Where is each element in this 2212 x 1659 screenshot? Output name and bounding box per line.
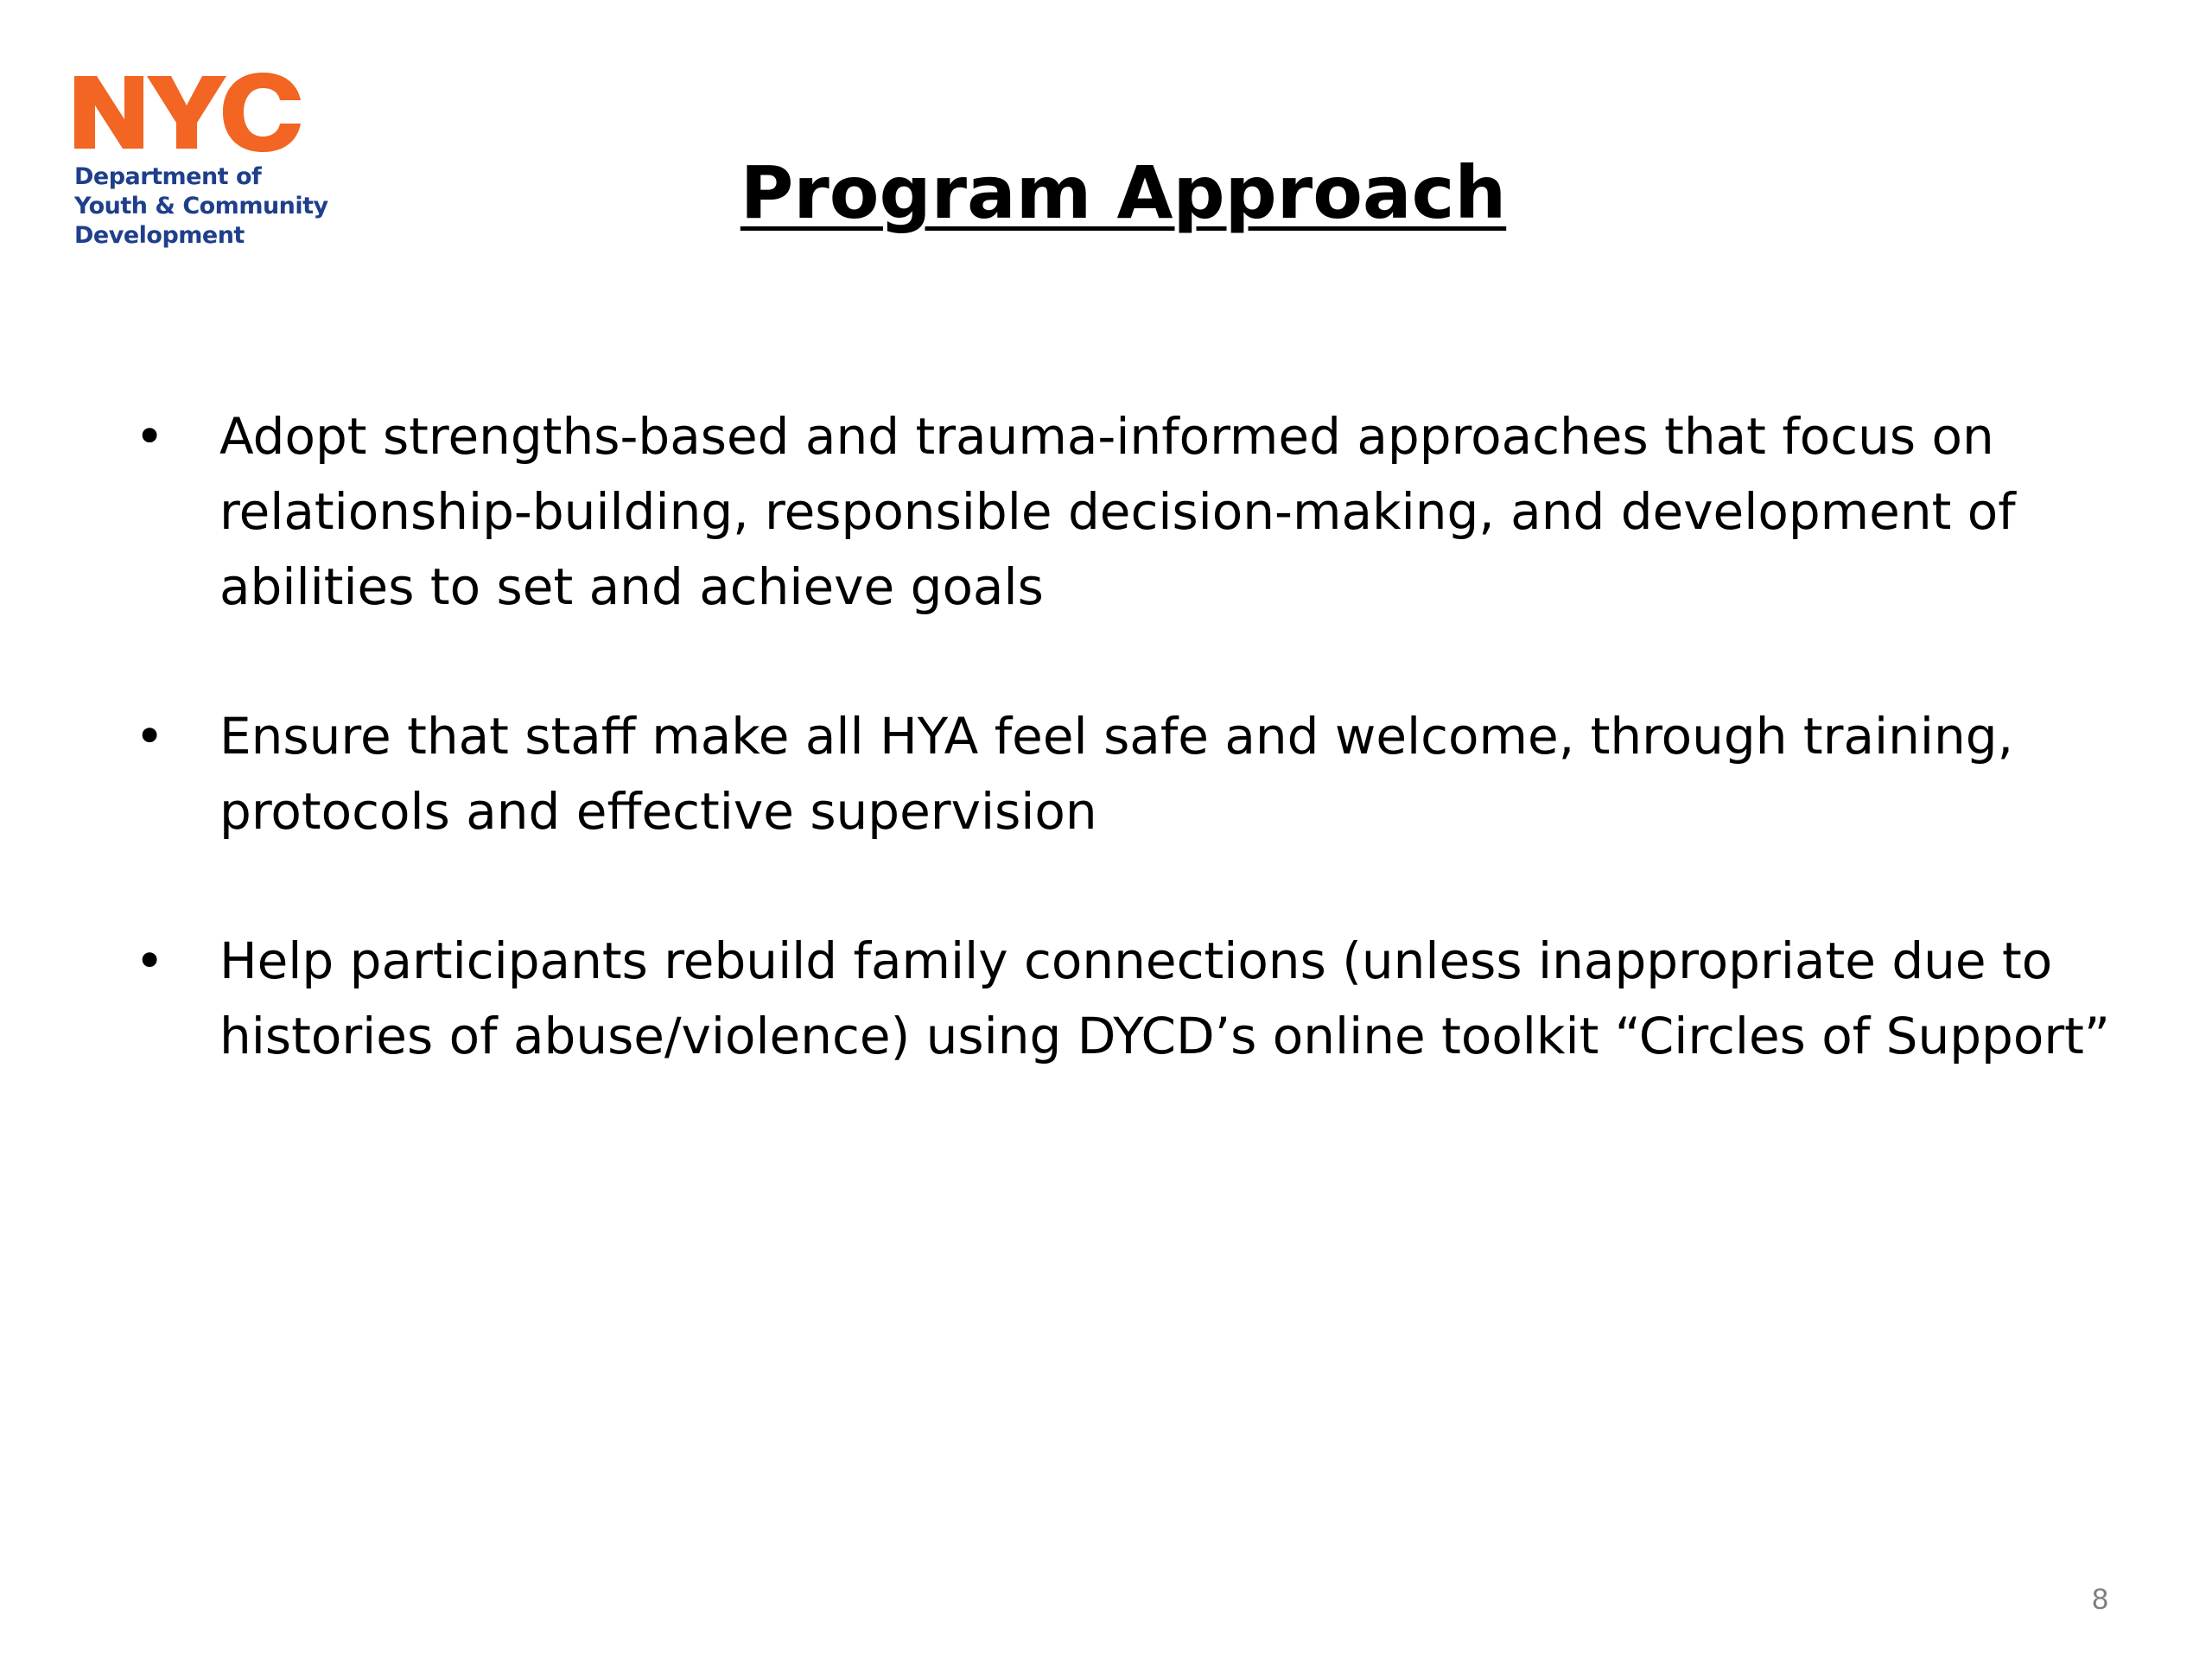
nyc-wordmark-logo [74, 69, 302, 156]
bullet-item [130, 699, 2117, 849]
bullet-item [130, 924, 2117, 1074]
slide-title-text: Program Approach [740, 150, 1507, 235]
logo-line: Development [74, 222, 245, 249]
logo-line: Department of [74, 163, 262, 190]
bullet-marker: • [135, 707, 165, 766]
page-number: 8 [2092, 1583, 2108, 1616]
bullet-list [130, 399, 2117, 1148]
bullet-item [130, 399, 2117, 625]
slide-title [0, 145, 2212, 240]
bullet-marker: • [135, 931, 165, 990]
bullet-text: Help participants rebuild family connections (unless inappropriate due to histories of abuse/violence) using DYCD’s online toolkit “Circles of Support” [219, 931, 2110, 1065]
bullet-text: Adopt strengths-based and trauma-informed approaches that focus on relationship-building, responsible decision-making, and development of abilities to set and achieve goals [219, 407, 2016, 616]
bullet-text: Ensure that staff make all HYA feel safe and welcome, through training, protocols and effective supervision [219, 707, 2014, 841]
bullet-marker: • [135, 407, 165, 466]
logo-line: Youth & Community [74, 193, 328, 219]
